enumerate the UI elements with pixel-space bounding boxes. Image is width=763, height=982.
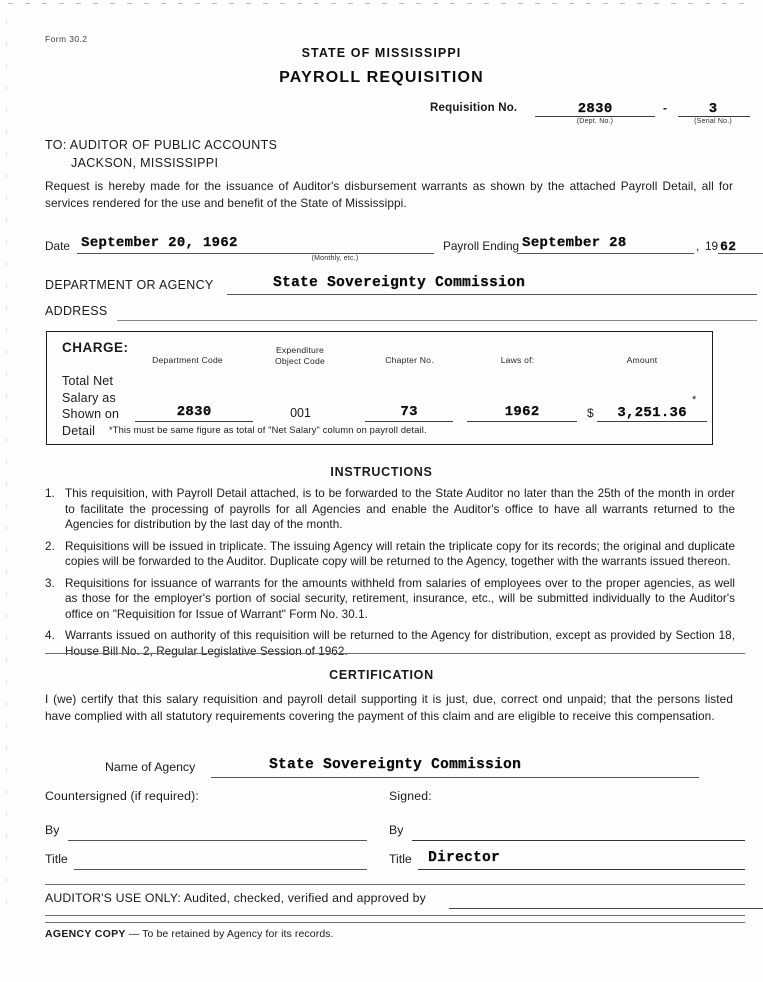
requisition-dept-note: (Dept. No.) xyxy=(576,118,614,125)
payroll-ending-underline xyxy=(517,253,694,254)
requisition-serial-number[interactable]: 3 xyxy=(708,101,718,117)
column-header-laws-of: Laws of: xyxy=(500,355,535,365)
chapter-no-value[interactable]: 73 xyxy=(400,404,418,420)
agency-name-row xyxy=(45,757,745,785)
date-label: Date xyxy=(45,239,70,253)
total-net-line-1: Total Net xyxy=(62,374,114,388)
requisition-serial-note: (Serial No.) xyxy=(694,118,732,125)
instructions-list xyxy=(45,486,735,665)
total-net-line-4: Detail xyxy=(62,423,96,438)
year-value[interactable]: 62 xyxy=(720,239,737,254)
title-label-left: Title xyxy=(45,852,68,866)
department-value[interactable]: State Sovereignty Commission xyxy=(273,275,526,291)
address-label: ADDRESS xyxy=(45,304,108,318)
payroll-ending-value[interactable]: September 28 xyxy=(522,235,627,251)
requisition-number-row xyxy=(430,100,750,130)
column-header-expenditure-line-1: Expenditure xyxy=(275,345,325,355)
column-header-expenditure-line-2: Object Code xyxy=(275,355,325,366)
charge-box xyxy=(46,331,713,445)
address-underline[interactable] xyxy=(117,320,757,321)
department-label: DEPARTMENT OR AGENCY xyxy=(45,278,214,292)
column-header-department-code: Department Code xyxy=(152,355,223,365)
century-prefix: 19 xyxy=(705,239,719,253)
addressee-line-1: TO: AUDITOR OF PUBLIC ACCOUNTS xyxy=(45,138,278,152)
section-divider xyxy=(45,653,745,654)
laws-of-underline xyxy=(467,421,577,422)
department-row xyxy=(45,276,745,302)
auditor-approval-underline[interactable] xyxy=(449,908,763,909)
agency-name-underline xyxy=(211,777,699,778)
countersigned-label: Countersigned (if required): xyxy=(45,789,199,803)
date-underline xyxy=(77,253,434,254)
list-item-text: Requisitions for issuance of warrants for the amounts withheld from salaries of employees over to the proper agencies, as well as those for the employer's portion of social security, retirement, insurance, etc., will be submitted individually to the Auditor's office on "Requisition for Issue of Warrant" Form No. 30.1. xyxy=(65,576,735,621)
by-underline-right[interactable] xyxy=(412,840,745,841)
by-label-right: By xyxy=(389,823,404,837)
certification-paragraph: I (we) certify that this salary requisition and payroll detail supporting it is just, due, correct ond unpaid; that the persons listed have complied with all statutory requirements covering the payment of this claim and are eligible to receive this compensation. xyxy=(45,692,733,723)
signed-label: Signed: xyxy=(389,789,432,803)
by-label-left: By xyxy=(45,823,60,837)
list-item xyxy=(45,539,735,570)
total-net-line-2: Salary as xyxy=(62,390,116,405)
document-title-block xyxy=(0,46,763,87)
charge-footnote: *This must be same figure as total of "Net Salary" column on payroll detail. xyxy=(109,425,427,435)
list-item-text: Warrants issued on authority of this requisition will be returned to the Agency for distribution, except as provided by Section 18, House Bill No. 2, Regular Legislative Session of 1962. xyxy=(65,629,735,658)
list-item xyxy=(45,576,735,623)
amount-value[interactable]: 3,251.36 xyxy=(617,405,687,421)
section-divider xyxy=(45,922,745,923)
agency-copy-bold: AGENCY COPY xyxy=(45,928,126,940)
department-code-underline xyxy=(135,421,253,422)
list-item xyxy=(45,486,735,533)
form-number: Form 30.2 xyxy=(45,34,88,44)
title-value-right[interactable]: Director xyxy=(428,850,501,866)
by-underline-left[interactable] xyxy=(68,840,367,841)
payroll-ending-label: Payroll Ending xyxy=(443,239,520,253)
date-row xyxy=(45,236,745,268)
expenditure-object-code-value[interactable]: 001 xyxy=(290,406,311,420)
certification-heading: CERTIFICATION xyxy=(329,668,434,682)
chapter-no-underline xyxy=(365,421,453,422)
charge-title: CHARGE: xyxy=(62,340,129,355)
scan-edge-top xyxy=(8,3,753,4)
title-underline-left[interactable] xyxy=(74,869,367,870)
requisition-dept-number[interactable]: 2830 xyxy=(577,101,613,117)
auditor-use-only-row xyxy=(45,891,745,915)
agency-copy-rest: — To be retained by Agency for its records. xyxy=(128,928,334,940)
agency-name-value[interactable]: State Sovereignty Commission xyxy=(269,757,522,773)
payroll-ending-comma: , xyxy=(696,239,700,253)
title-underline-right xyxy=(418,869,745,870)
dollar-sign: $ xyxy=(587,406,594,420)
list-item-number: 4. xyxy=(45,629,55,642)
column-header-amount: Amount xyxy=(626,355,658,365)
address-row xyxy=(45,302,745,328)
list-item-text: Requisitions will be issued in triplicate. The issuing Agency will retain the triplicate copy for its records; the original and duplicate copies will be forwarded to the Auditor. Duplicate copy will be returned to the Agency, together with the warrants issued thereon. xyxy=(65,539,735,568)
department-code-value[interactable]: 2830 xyxy=(176,404,212,420)
requisition-number-label: Requisition No. xyxy=(430,102,518,114)
section-divider xyxy=(45,884,745,885)
agency-name-label: Name of Agency xyxy=(105,760,196,774)
addressee-block xyxy=(45,136,277,172)
state-heading: STATE OF MISSISSIPPI xyxy=(301,46,462,60)
column-header-expenditure-object-code xyxy=(245,345,355,366)
section-divider xyxy=(45,915,745,916)
laws-of-value[interactable]: 1962 xyxy=(504,404,540,420)
asterisk-marker: * xyxy=(692,394,697,406)
title-label-right: Title xyxy=(389,852,412,866)
department-underline xyxy=(227,294,757,295)
total-net-line-3: Shown on xyxy=(62,407,120,421)
date-value[interactable]: September 20, 1962 xyxy=(81,235,238,251)
amount-underline xyxy=(597,421,707,422)
list-item-text: This requisition, with Payroll Detail attached, is to be forwarded to the State Auditor no later than the 25th of the month in order to facilitate the processing of payrolls for all Agencies and enable the Auditor's office to have all warrants returned to the Agencies for distribution by the last day of the month. xyxy=(65,487,735,531)
monthly-note: (Monthly, etc.) xyxy=(311,255,359,262)
list-item xyxy=(45,628,735,659)
auditor-use-only-label: AUDITOR'S USE ONLY: Audited, checked, verified and approved by xyxy=(45,891,426,905)
page-title: PAYROLL REQUISITION xyxy=(279,69,484,86)
addressee-line-2: JACKSON, MISSISSIPPI xyxy=(71,156,219,170)
instructions-heading: INSTRUCTIONS xyxy=(330,465,433,479)
list-item-number: 3. xyxy=(45,576,55,590)
list-item-number: 1. xyxy=(45,487,55,500)
list-item-number: 2. xyxy=(45,539,55,553)
requisition-dash: - xyxy=(663,101,667,115)
request-paragraph: Request is hereby made for the issuance of Auditor's disbursement warrants as shown by the attached Payroll Detail, all for services rendered for the use and benefit of the State of Mississippi. xyxy=(45,179,733,210)
agency-copy-note xyxy=(45,928,334,940)
column-header-chapter-no: Chapter No. xyxy=(385,355,434,365)
